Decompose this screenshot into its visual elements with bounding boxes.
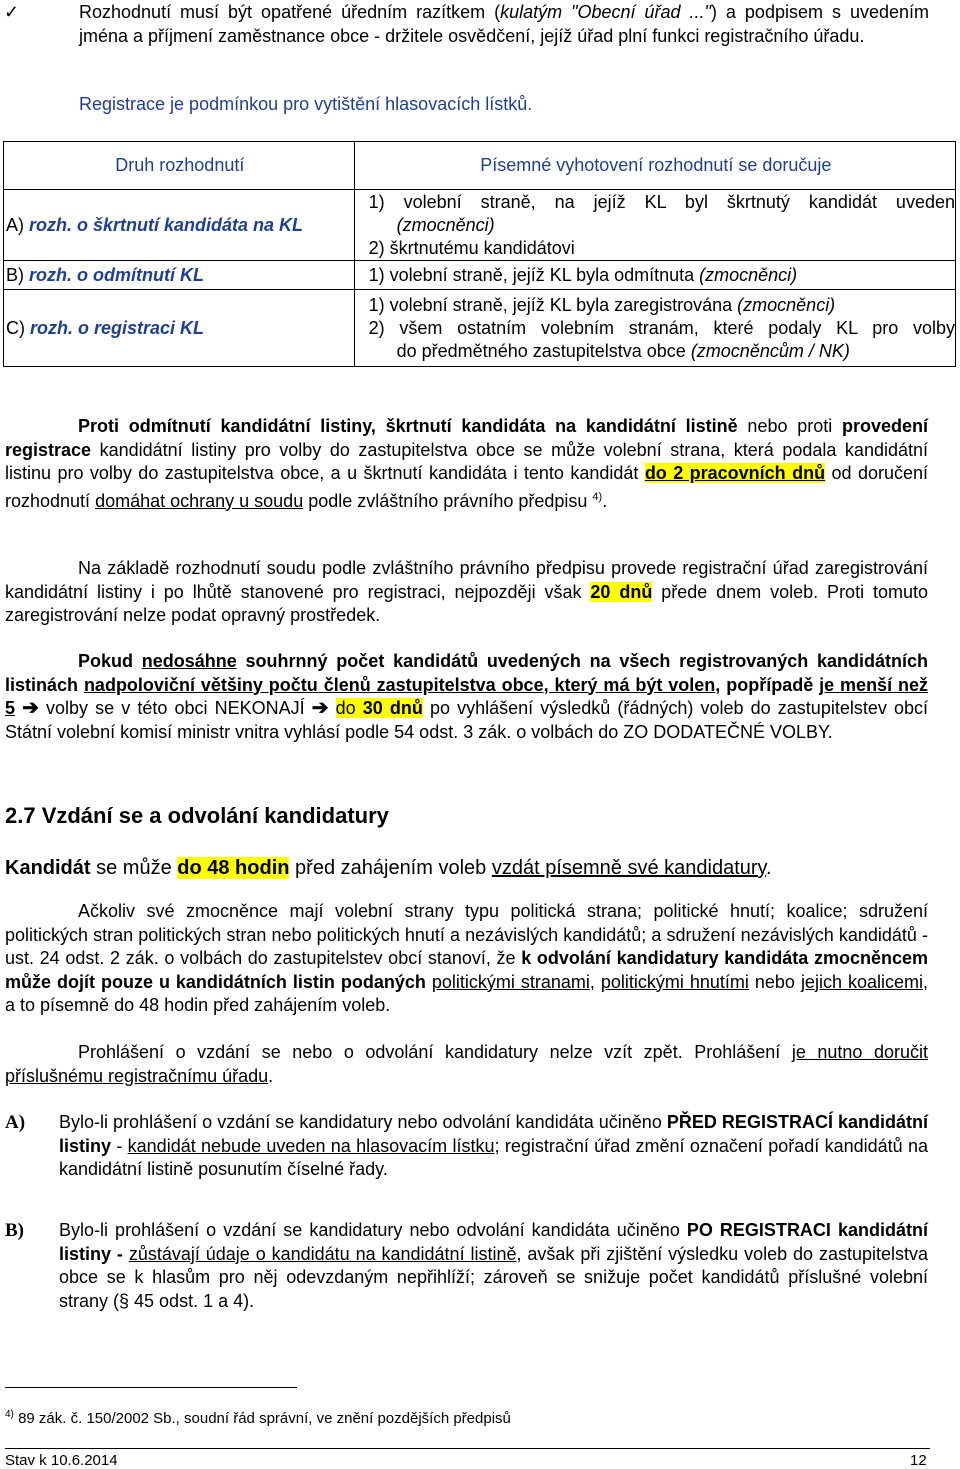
table-row: B) rozh. o odmítnutí KL 1) volební straně, jejíž KL byla odmítnuta (zmocněnci) xyxy=(4,261,956,290)
table-header-pisemne: Písemné vyhotovení rozhodnutí se doručuje xyxy=(354,142,955,190)
table-row: C) rozh. o registraci KL 1) volební straně, jejíž KL byla zaregistrována (zmocněnci) 2) všem ostatním volebním stranám, které podaly KL pro volby do předmětného zastupitelstva obce (zmocněncům / NK) xyxy=(4,290,956,367)
table-row: A) rozh. o škrtnutí kandidáta na KL 1) volební straně, na jejíž KL byl škrtnutý kandidát uveden (zmocněnci) 2) škrtnutému kandidátovi xyxy=(4,190,956,261)
arrow-right-icon: ➔ xyxy=(311,697,329,719)
section-heading: 2.7 Vzdání se a odvolání kandidatury xyxy=(5,803,389,828)
razitko-paragraph: Rozhodnutí musí být opatřené úředním razítkem (kulatým "Obecní úřad ...") a podpisem s uvedením jména a příjmení zaměstnance obce - držitele osvědčení, jejíž úřad plní funkci registračního úřadu. xyxy=(79,2,929,46)
prohlaseni-paragraph: Prohlášení o vzdání se nebo o odvolání kandidatury nelze vzít zpět. Prohlášení je nutno doručit příslušnému registračnímu úřadu. xyxy=(5,1042,928,1086)
proti-paragraph: Proti odmítnutí kandidátní listiny, škrtnutí kandidáta na kandidátní listině nebo proti provedení registrace kandidátní listiny pro volby do zastupitelstva obce se může volební strana, která podala kandidátní listinu pro volby do zastupitelstva obce, a u škrtnutí kandidáta i tento kandidát do 2 pracovních dnů od doručení rozhodnutí domáhat ochrany u soudu podle zvláštního právního předpisu $^{4)}$. xyxy=(5,416,929,511)
footer-date: Stav k 10.6.2014 xyxy=(5,1452,118,1469)
footnote-divider xyxy=(5,1387,297,1388)
item-b-letter: B) xyxy=(5,1220,24,1241)
registrace-note: Registrace je podmínkou pro vytištění hlasovacích lístků. xyxy=(79,94,533,114)
kandidat-line: Kandidát se může do 48 hodin před zahájením voleb vzdát písemně své kandidatury. xyxy=(5,857,772,879)
soud-paragraph: Na základě rozhodnutí soudu podle zvláštního právního předpisu provede registrační úřad zaregistrování kandidátní listiny i po lhůtě stanovené pro registraci, nejpozději však 20 dnů přede dnem voleb. Proti tomuto zaregistrování nelze podat opravný prostředek. xyxy=(5,558,929,625)
checkmark-icon: ✓ xyxy=(4,2,20,22)
item-a-text: Bylo-li prohlášení o vzdání se kandidatury nebo odvolání kandidáta učiněno PŘED REGISTRACÍ kandidátní listiny - kandidát nebude uveden na hlasovacím lístku; registrační úřad změní označení pořadí kandidátů na kandidátní listině posunutím číselné řady. xyxy=(59,1112,928,1179)
ackoliv-paragraph: Ačkoliv své zmocněnce mají volební strany typu politická strana; politické hnutí; koalice; sdružení politických stran politických stran nebo politických hnutí a nezávislých kandidátů; a sdružení nezávislých kandidátů - ust. 24 odst. 2 zák. o volbách do zastupitelstev obcí stanoví, že k odvolání kandidatury kandidáta zmocněncem může dojít pouze u kandidátních listin podaných politickými stranami, politickými hnutími nebo jejich koalicemi, a to písemně do 48 hodin před zahájením voleb. xyxy=(5,901,929,1015)
item-b-text: Bylo-li prohlášení o vzdání se kandidatury nebo odvolání kandidáta učiněno PO REGISTRACI kandidátní listiny - zůstávají údaje o kandidátu na kandidátní listině, avšak při zjištění výsledku voleb do zastupitelstva obce se k hlasům pro něj odevzdaným nepřihlíží; zároveň se snižuje počet kandidátů příslušné volební strany (§ 45 odst. 1 a 4). xyxy=(59,1220,928,1311)
footer-rule xyxy=(5,1448,930,1449)
page-number: 12 xyxy=(910,1452,927,1469)
arrow-right-icon: ➔ xyxy=(22,697,39,719)
table-header-druh: Druh rozhodnutí xyxy=(4,142,355,190)
item-a-letter: A) xyxy=(5,1112,26,1133)
footnote: $^{4)}$ 89 zák. č. 150/2002 Sb., soudní řád správní, ve znění pozdějších předpisů xyxy=(5,1409,511,1427)
rozhodnuti-table xyxy=(3,141,956,367)
pokud-paragraph: Pokud nedosáhne souhrnný počet kandidátů uvedených na všech registrovaných kandidátních listinách nadpoloviční většiny počtu členů zastupitelstva obce, který má být volen, popřípadě je menší než 5 ➔ volby se v této obci NEKONAJÍ ➔ do 30 dnů po vyhlášení výsledků (řádných) voleb do zastupitelstev obcí Státní volební komisí ministr vnitra vyhlásí podle 54 odst. 3 zák. o volbách do ZO DODATEČNÉ VOLBY. xyxy=(5,651,928,742)
